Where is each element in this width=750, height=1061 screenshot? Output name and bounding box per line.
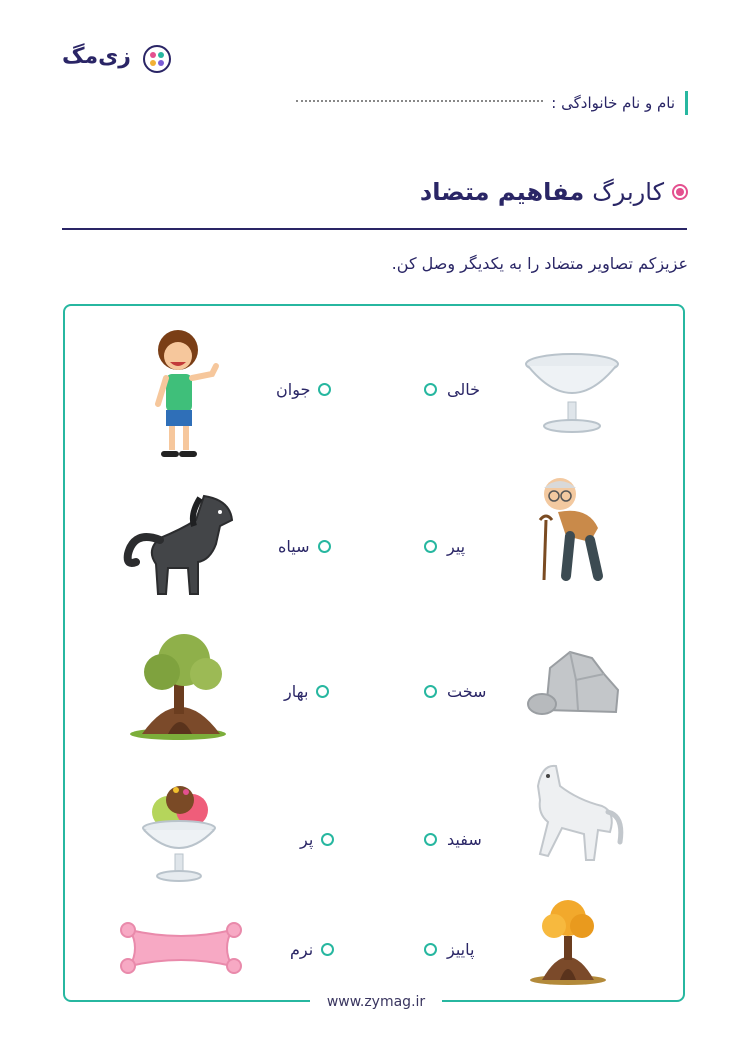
full-bowl-icon [140, 784, 218, 884]
match-dot[interactable] [424, 833, 437, 846]
black-horse-icon [120, 490, 238, 600]
match-dot[interactable] [316, 685, 329, 698]
match-dot[interactable] [318, 540, 331, 553]
match-dot[interactable] [424, 943, 437, 956]
left-item-label: جوان [276, 380, 311, 399]
pillow-icon [118, 920, 244, 976]
match-dot[interactable] [424, 540, 437, 553]
name-accent-bar [685, 91, 688, 115]
title-main: مفاهیم متضاد [419, 178, 585, 206]
footer-url: www.zymag.ir [310, 990, 442, 1014]
right-item-label: سفید [447, 830, 482, 849]
match-dot[interactable] [318, 383, 331, 396]
right-item-label: خالی [447, 380, 480, 399]
white-horse-icon [518, 756, 624, 866]
old-man-icon [530, 472, 610, 582]
left-item-black[interactable] [278, 537, 331, 556]
right-item-old[interactable] [424, 537, 465, 556]
empty-bowl-icon [522, 350, 622, 436]
name-field[interactable] [288, 90, 688, 116]
right-item-white[interactable] [424, 830, 482, 849]
left-item-label: بهار [284, 682, 309, 701]
rock-icon [526, 640, 620, 716]
spring-tree-icon [128, 630, 232, 742]
autumn-tree-icon [528, 896, 608, 986]
worksheet-title [420, 172, 688, 212]
left-item-young[interactable] [276, 380, 331, 399]
title-prefix: کاربرگ [592, 178, 664, 206]
right-item-label: پیر [447, 537, 466, 556]
right-item-autumn[interactable] [424, 940, 474, 959]
brain-logo-icon [142, 44, 172, 74]
logo-text: زی‌مگ [62, 44, 131, 69]
match-dot[interactable] [321, 833, 334, 846]
title-divider [62, 228, 687, 230]
boy-icon [146, 326, 222, 458]
name-dotted-line[interactable] [296, 90, 543, 102]
left-item-spring[interactable] [284, 682, 329, 701]
right-item-hard[interactable] [424, 682, 486, 701]
logo [62, 44, 174, 78]
left-item-label: سیاه [278, 537, 310, 556]
match-dot[interactable] [424, 383, 437, 396]
right-item-empty[interactable] [424, 380, 480, 399]
match-dot[interactable] [424, 685, 437, 698]
right-item-label: سخت [447, 682, 487, 701]
left-item-label: نرم [290, 940, 314, 959]
name-label: نام و نام خانوادگی : [551, 94, 675, 112]
left-item-label: پر [300, 830, 314, 849]
match-dot[interactable] [321, 943, 334, 956]
left-item-soft[interactable] [290, 940, 334, 959]
title-bullet-icon [672, 184, 688, 200]
left-item-full[interactable] [300, 830, 334, 849]
instruction-text: عزیزکم تصاویر متضاد را به یکدیگر وصل کن. [391, 254, 688, 273]
right-item-label: پاییز [447, 940, 475, 959]
